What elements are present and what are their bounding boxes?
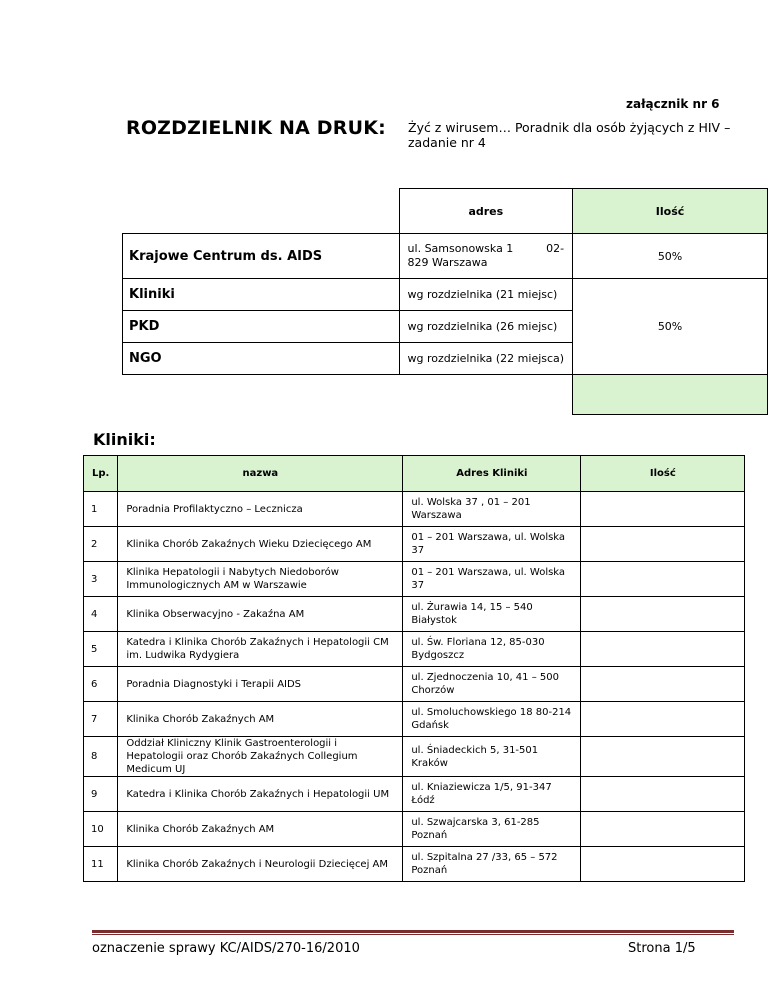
section-title: Kliniki: <box>93 430 156 449</box>
lp-header: Lp. <box>84 456 118 492</box>
footer-rule <box>92 930 734 933</box>
clinic-name: Poradnia Diagnostyki i Terapii AIDS <box>118 667 403 702</box>
table-row <box>84 737 745 777</box>
recipient-address: wg rozdzielnika (21 miejsc) <box>399 279 573 311</box>
distribution-row <box>123 279 768 311</box>
clinic-name: Poradnia Profilaktyczno – Lecznicza <box>118 492 403 527</box>
page-number: Strona 1/5 <box>628 941 696 956</box>
clinics-table <box>83 455 745 882</box>
clinic-quantity <box>581 812 745 847</box>
row-number: 11 <box>84 847 118 882</box>
clinic-quantity <box>581 632 745 667</box>
table-row <box>84 702 745 737</box>
row-number: 6 <box>84 667 118 702</box>
recipient-name: Krajowe Centrum ds. AIDS <box>123 234 400 279</box>
clinic-name: Klinika Obserwacyjno - Zakaźna AM <box>118 597 403 632</box>
clinic-address: ul. Zjednoczenia 10, 41 – 500 Chorzów <box>403 667 581 702</box>
name-header: nazwa <box>118 456 403 492</box>
table-row <box>84 847 745 882</box>
row-number: 8 <box>84 737 118 777</box>
clinic-name: Katedra i Klinika Chorób Zakaźnych i Hepatologii UM <box>118 777 403 812</box>
address-header: adres <box>399 189 573 234</box>
recipient-name: PKD <box>123 311 400 343</box>
clinic-address: ul. Żurawia 14, 15 – 540 Białystok <box>403 597 581 632</box>
empty-cell <box>123 375 400 415</box>
recipient-name: Kliniki <box>123 279 400 311</box>
row-number: 2 <box>84 527 118 562</box>
clinic-name: Klinika Hepatologii i Nabytych Niedoborów Immunologicznych AM w Warszawie <box>118 562 403 597</box>
row-number: 10 <box>84 812 118 847</box>
table-row <box>84 527 745 562</box>
row-number: 4 <box>84 597 118 632</box>
clinic-address: 01 – 201 Warszawa, ul. Wolska 37 <box>403 562 581 597</box>
clinic-quantity <box>581 777 745 812</box>
publication-title: Żyć z wirusem… Poradnik dla osób żyjących z HIV – zadanie nr 4 <box>408 120 731 150</box>
clinic-address: ul. Śniadeckich 5, 31-501 Kraków <box>403 737 581 777</box>
clinic-name: Klinika Chorób Zakaźnych Wieku Dziecięcego AM <box>118 527 403 562</box>
clinic-name: Oddział Kliniczny Klinik Gastroenterologii i Hepatologii oraz Chorób Zakaźnych Collegium Medicum UJ <box>118 737 403 777</box>
page-title: ROZDZIELNIK NA DRUK: <box>126 117 386 139</box>
row-number: 7 <box>84 702 118 737</box>
quantity-header: Ilość <box>573 189 768 234</box>
recipient-address: wg rozdzielnika (22 miejsca) <box>399 343 573 375</box>
clinic-name: Klinika Chorób Zakaźnych i Neurologii Dziecięcej AM <box>118 847 403 882</box>
address-suffix: 02- <box>546 242 565 255</box>
empty-cell <box>399 375 573 415</box>
address-line: 829 Warszawa <box>407 256 488 269</box>
distribution-row <box>123 234 768 279</box>
address-header: Adres Kliniki <box>403 456 581 492</box>
clinic-quantity <box>581 702 745 737</box>
clinic-quantity <box>581 667 745 702</box>
empty-header-cell <box>123 189 400 234</box>
clinic-name: Klinika Chorób Zakaźnych AM <box>118 702 403 737</box>
table-row <box>84 632 745 667</box>
clinic-address: 01 – 201 Warszawa, ul. Wolska 37 <box>403 527 581 562</box>
clinic-quantity <box>581 737 745 777</box>
clinic-address: ul. Św. Floriana 12, 85-030 Bydgoszcz <box>403 632 581 667</box>
clinic-address: ul. Smoluchowskiego 18 80-214 Gdańsk <box>403 702 581 737</box>
recipient-name: NGO <box>123 343 400 375</box>
table-row <box>84 562 745 597</box>
distribution-table <box>122 188 768 415</box>
clinic-name: Katedra i Klinika Chorób Zakaźnych i Hepatologii CM im. Ludwika Rydygiera <box>118 632 403 667</box>
clinic-name: Klinika Chorób Zakaźnych AM <box>118 812 403 847</box>
clinic-quantity <box>581 597 745 632</box>
clinic-address: ul. Kniaziewicza 1/5, 91-347 Łódź <box>403 777 581 812</box>
clinic-quantity <box>581 562 745 597</box>
table-row <box>84 777 745 812</box>
clinic-address: ul. Szwajcarska 3, 61-285 Poznań <box>403 812 581 847</box>
quantity-header: Ilość <box>581 456 745 492</box>
recipient-quantity: 50% <box>573 234 768 279</box>
table-row <box>84 812 745 847</box>
row-number: 1 <box>84 492 118 527</box>
recipient-address <box>399 234 573 279</box>
table-row <box>84 597 745 632</box>
clinic-quantity <box>581 527 745 562</box>
total-quantity-cell <box>573 375 768 415</box>
table-row <box>84 492 745 527</box>
recipient-quantity: 50% <box>573 279 768 375</box>
row-number: 9 <box>84 777 118 812</box>
clinic-quantity <box>581 847 745 882</box>
annex-label: załącznik nr 6 <box>626 97 720 111</box>
table-row <box>84 667 745 702</box>
address-line: ul. Samsonowska 1 <box>407 242 514 255</box>
clinic-address: ul. Szpitalna 27 /33, 65 – 572 Poznań <box>403 847 581 882</box>
case-number: oznaczenie sprawy KC/AIDS/270-16/2010 <box>92 941 360 956</box>
row-number: 5 <box>84 632 118 667</box>
clinic-quantity <box>581 492 745 527</box>
clinic-address: ul. Wolska 37 , 01 – 201 Warszawa <box>403 492 581 527</box>
recipient-address: wg rozdzielnika (26 miejsc) <box>399 311 573 343</box>
row-number: 3 <box>84 562 118 597</box>
footer-rule <box>92 934 734 935</box>
